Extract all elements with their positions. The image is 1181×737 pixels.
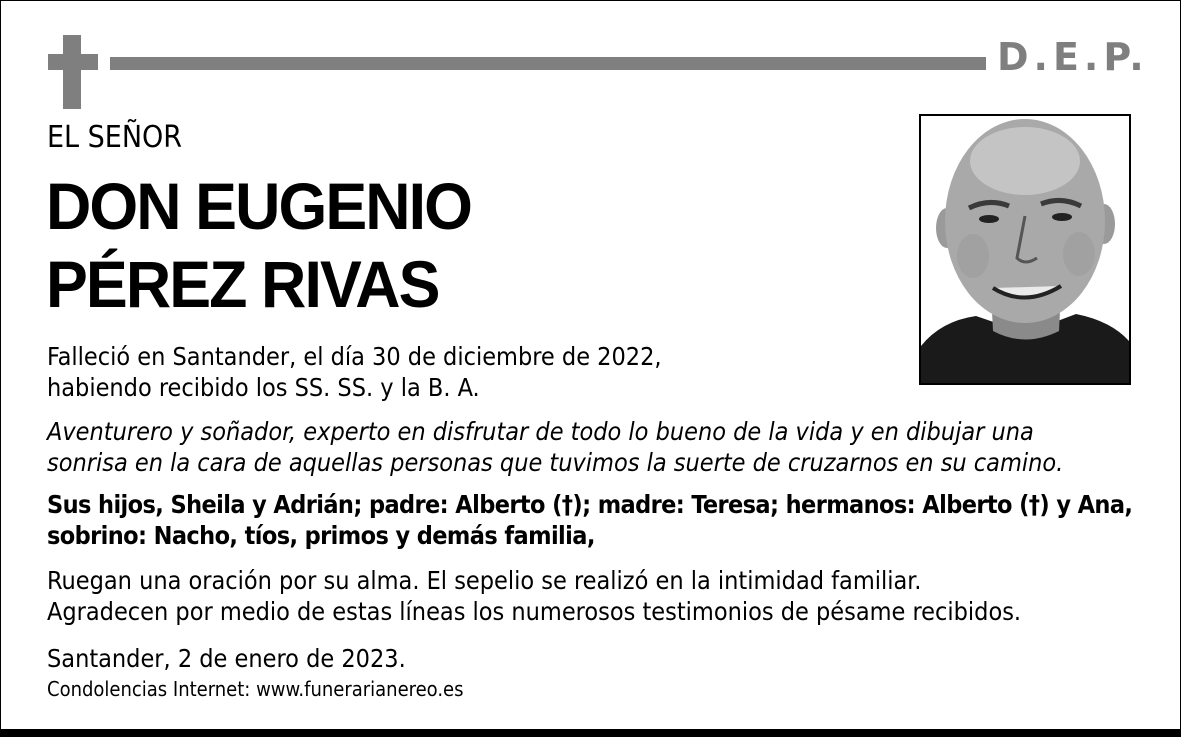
prayer-line-1: Ruegan una oración por su alma. El sepelio se realizó en la intimidad familiar. — [47, 566, 922, 595]
family-line-2: sobrino: Nacho, tíos, primos y demás familia, — [47, 521, 595, 550]
death-line-1: Falleció en Santander, el día 30 de diciembre de 2022, — [47, 342, 662, 371]
family-line-1: Sus hijos, Sheila y Adrián; padre: Alberto (†); madre: Teresa; hermanos: Alberto (†) y Ana, — [47, 490, 1133, 519]
tribute-line-1: Aventurero y soñador, experto en disfrutar de todo lo bueno de la vida y en dibujar una — [47, 417, 1034, 446]
place-date: Santander, 2 de enero de 2023. — [47, 644, 406, 673]
death-statement — [47, 341, 662, 403]
deceased-name-line-2: PÉREZ RIVAS — [46, 247, 439, 321]
prayer-line-2: Agradecen por medio de estas líneas los numerosos testimonios de pésame recibidos. — [47, 597, 1022, 626]
condolences-link: Condolencias Internet: www.funerarianereo.es — [47, 677, 464, 701]
prayer-request — [47, 565, 1021, 627]
tribute-line-2: sonrisa en la cara de aquellas personas que tuvimos la suerte de cruzarnos en su camino. — [47, 448, 1064, 477]
tribute-text — [47, 416, 1063, 478]
honorific: EL SEÑOR — [47, 120, 183, 155]
cross-icon-horizontal — [48, 54, 98, 70]
header-rule — [110, 57, 986, 70]
deceased-photo — [919, 114, 1131, 385]
portrait-illustration — [921, 116, 1129, 383]
deceased-name-line-1: DON EUGENIO — [46, 169, 472, 243]
dep-label: D.E.P. — [997, 35, 1149, 79]
family-list — [47, 489, 1132, 551]
death-line-2: habiendo recibido los SS. SS. y la B. A. — [47, 373, 480, 402]
cross-icon-vertical — [63, 35, 81, 109]
